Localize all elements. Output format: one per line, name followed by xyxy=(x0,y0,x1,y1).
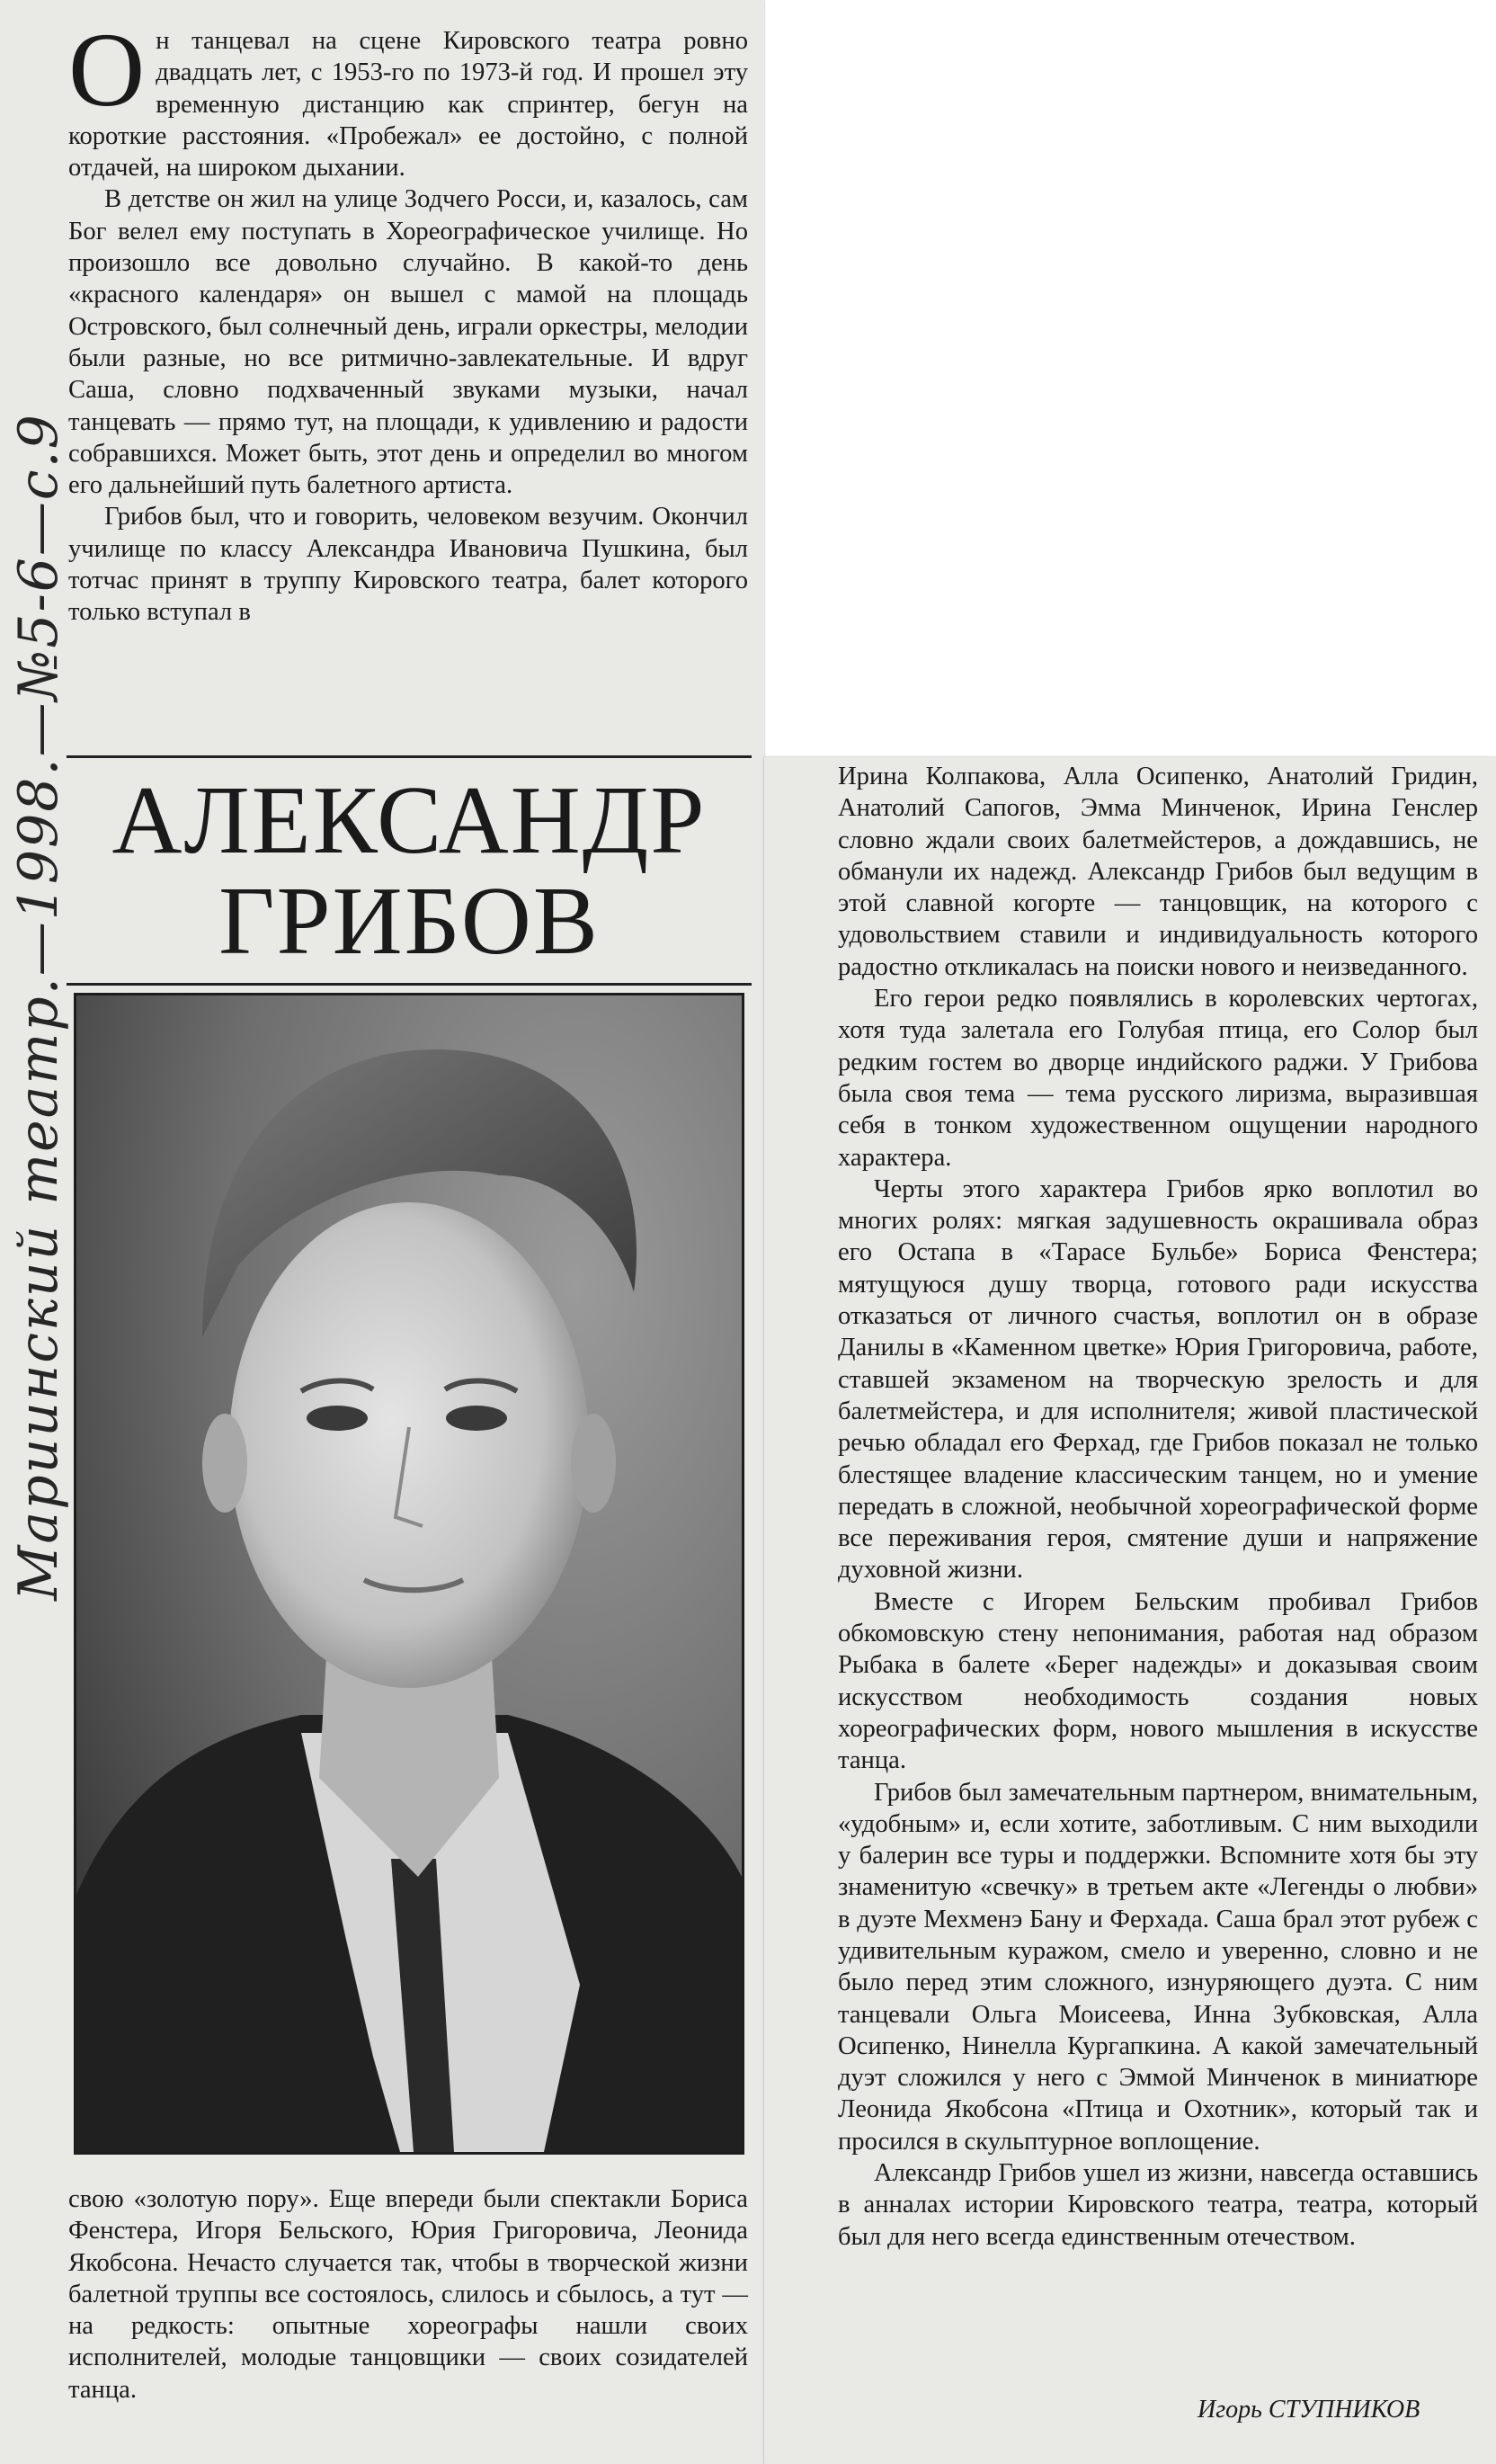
paragraph: Грибов был, что и говорить, человеком везучим. Окончил училище по классу Александра Ивановича Пушкина, был тотчас принят в труппу Кировского театра, балет которого только вступал в xyxy=(68,503,748,627)
paragraph: В детстве он жил на улице Зодчего Росси, и, казалось, сам Бог велел ему поступать в Хореографическое училище. Но произошло все довольно случайно. В какой-то день «красного календаря» он вышел с мамой на площадь Островского, был солнечный день, играли оркестры, мелодии были разные, но все ритмично-завлекательные. И вдруг Саша, словно подхваченный звуками музыки, начал танцевать — прямо тут, на площади, к удивлению и радости собравшихся. Может быть, этот день и определил во многом его дальнейший путь балетного артиста. xyxy=(68,185,748,500)
first-paragraph: Он танцевал на сцене Кировского театра ровно двадцать лет, с 1953-го по 1973-й год. И прошел эту временную дистанцию как спринтер, бегун на короткие расстояния. «Пробежал» ее достойно, с полной отдачей, на широком дыхании. xyxy=(68,11,748,183)
paragraph: Грибов был замечательным партнером, внимательным, «удобным» и, если хотите, заботливым. С ним выходили у балерин все туры и поддержки. Вспомните хотя бы эту знаменитую «свечку» в третьем акте «Легенды о любви» в дуэте Мехменэ Бану и Ферхада. Саша брал этот рубеж с удивительным куражом, смело и уверенно, словно и не было перед этим сложного, изнуряющего дуэта. С ним танцевали Ольга Моисеева, Инна Зубковская, Алла Осипенко, Нинелла Кургапкина. А какой замечательный дуэт сложился у него с Эммой Минченок в миниатюре Леонида Якобсона «Птица и Охотник», который так и просился в скульптурное воплощение. xyxy=(838,1778,1478,2156)
article-bottom-column xyxy=(68,2183,748,2406)
paragraph: Александр Грибов ушел из жизни, навсегда оставшись в анналах истории Кировского театра, театра, который был для него всегда единственным отечеством. xyxy=(838,2159,1478,2251)
drop-cap: О xyxy=(68,11,146,129)
title-last-name: ГРИБОВ xyxy=(218,868,600,975)
handwritten-note: Мариинский театр.—1998.—№5-6—с.9 xyxy=(7,413,70,1601)
portrait-photo xyxy=(74,993,744,2155)
article-title xyxy=(67,755,752,986)
article-right-column xyxy=(838,761,1478,2253)
paragraph: Черты этого характера Грибов ярко воплотил во многих ролях: мягкая задушевность окрашивала образ его Остапа в «Тарасе Бульбе» Бориса Фенстера; мятущуюся душу творца, готового ради искусства отказаться от личного счастья, воплотил он в образе Данилы в «Каменном цветке» Юрия Григоровича, работе, ставшей экзаменом на творческую зрелость и для балетмейстера, и для исполнителя; живой пластической речью обладал его Ферхад, где Грибов показал не только блестящее владение классическим танцем, но и умение передать в сложной, необычной хореографической форме все переживания героя, смятение души и напряжение духовной жизни. xyxy=(838,1174,1478,1585)
title-first-name: АЛЕКСАНДР xyxy=(111,767,707,874)
paragraph: Его герои редко появлялись в королевских чертогах, хотя туда залетала его Голубая птица, его Солор был редким гостем во дворце индийского раджи. У Грибова была своя тема — тема русского лиризма, выразившая себя в тонком художественном ощущении народного характера. xyxy=(838,985,1478,1172)
paragraph: Вместе с Игорем Бельским пробивал Грибов обкомовскую стену непонимания, работая над образом Рыбака в балете «Берег надежды» и доказывая своим искусством необходимость создания новых хореографических форм, нового мышления в искусстве танца. xyxy=(838,1587,1478,1775)
article-top-column xyxy=(68,11,748,629)
paragraph: Ирина Колпакова, Алла Осипенко, Анатолий Гридин, Анатолий Сапогов, Эмма Минченок, Ирина Генслер словно ждали своих балетмейстеров, а дождавшись, не обманули их надежд. Александр Грибов был ведущим в этой славной когорте — танцовщик, на которого с удовольствием ставили и индивидуальность которого радостно откликалась на поиски нового и неизведанного. xyxy=(838,763,1478,981)
author-signature: Игорь СТУПНИКОВ xyxy=(1198,2396,1420,2424)
paragraph: свою «золотую пору». Еще впереди были спектакли Бориса Фенстера, Игоря Бельского, Юрия Григоровича, Леонида Якобсона. Нечасто случается так, чтобы в творческой жизни балетной труппы все состоялось, слилось и сбылось, а тут — на редкость: опытные хореографы нашли своих исполнителей, молодые танцовщики — своих созидателей танца. xyxy=(68,2185,748,2404)
